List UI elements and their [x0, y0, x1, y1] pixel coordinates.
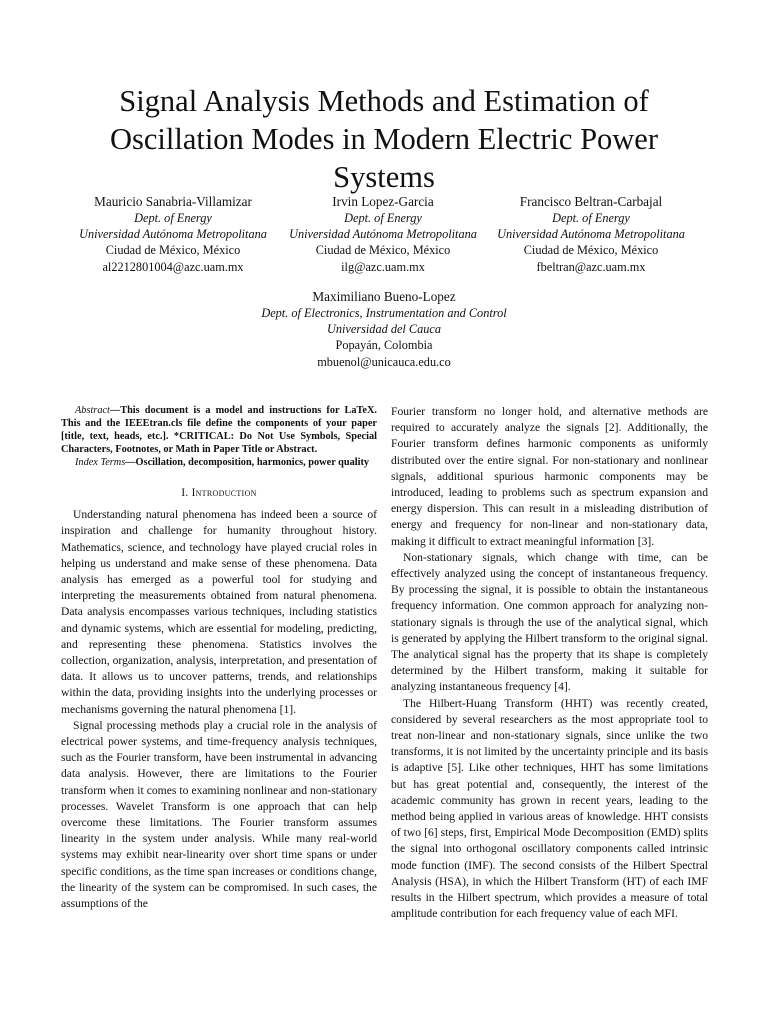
- author-block-1: [68, 193, 278, 275]
- author-dept: Dept. of Electronics, Instrumentation and Control: [261, 306, 507, 320]
- paper-title: Signal Analysis Methods and Estimation of Oscillation Modes in Modern Electric Power Systems: [109, 84, 659, 195]
- author-city: Ciudad de México, México: [315, 243, 451, 258]
- body-paragraph: Signal processing methods play a crucial role in the analysis of electrical power systems, and time-frequency analysis techniques, such as the Fourier transform, have been instrumental in advancing data analysis. However, there are limitations to the Fourier transform when it comes to examining nonlinear and non-stationary processes. Wavelet Transform is one approach that can help overcome these limitations. The Fourier transform assumes linearity in the system under analysis. While many real-world systems may exhibit near-linearity over short time spans or under specific conditions, as the time span increases or conditions change, the linearity of the system can be compromised. In such cases, the assumptions of the: [61, 718, 377, 911]
- author-university: Universidad Autónoma Metropolitana: [497, 227, 685, 242]
- author-email: mbuenol@unicauca.edu.co: [317, 354, 451, 369]
- index-terms: [61, 456, 377, 469]
- author-university: Universidad Autónoma Metropolitana: [289, 227, 477, 242]
- author-email: ilg@azc.uam.mx: [341, 259, 425, 274]
- section-number: I.: [181, 487, 189, 499]
- author-dept: Dept. of Energy: [552, 211, 630, 225]
- abstract-lead: Abstract: [75, 405, 110, 416]
- author-block-3: [488, 193, 694, 275]
- section-heading-introduction: [61, 485, 377, 501]
- section-title: Introduction: [191, 487, 257, 499]
- abstract-text: —This document is a model and instructions for LaTeX. This and the IEEEtran.cls file define the components of your paper [title, text, heads, etc.]. *CRITICAL: Do Not Use Symbols, Special Characters, Footnotes, or Math in Paper Title or Abstract.: [61, 405, 377, 455]
- author-dept: Dept. of Energy: [344, 211, 422, 225]
- index-terms-lead: Index Terms: [75, 457, 126, 468]
- index-terms-text: —Oscillation, decomposition, harmonics, power quality: [125, 457, 370, 468]
- body-paragraph: Non-stationary signals, which change with time, can be effectively analyzed using the concept of instantaneous frequency. By processing the signal, it is possible to obtain the instantaneous frequency information. One common approach for analyzing non-stationary signals is through the use of the analytical signal, which is generated by applying the Hilbert transform to the original signal. The analytical signal has the property that its shape is completely determined by the Hilbert transform, making it suitable for analyzing instantaneous frequency [4].: [391, 550, 708, 694]
- author-email: fbeltran@azc.uam.mx: [536, 259, 646, 274]
- author-city: Popayán, Colombia: [335, 338, 433, 353]
- author-name: Maximiliano Bueno-Lopez: [312, 289, 456, 304]
- author-dept: Dept. of Energy: [134, 211, 212, 225]
- left-column: [61, 404, 377, 912]
- author-university: Universidad Autónoma Metropolitana: [79, 227, 267, 242]
- author-email: al2212801004@azc.uam.mx: [102, 259, 244, 274]
- author-city: Ciudad de México, México: [523, 243, 659, 258]
- author-block-2: [283, 193, 483, 275]
- abstract: [61, 404, 377, 456]
- author-city: Ciudad de México, México: [105, 243, 241, 258]
- body-paragraph: Understanding natural phenomena has indeed been a source of inspiration and challenge for humanity throughout history. Mathematics, science, and technology have played crucial roles in helping us understand and make sense of these phenomena. Data analysis has emerged as a powerful tool for studying and interpreting the measurements obtained from natural phenomena. Data analysis encompasses various techniques, including statistics and dynamic systems, which are essential for modeling, predicting, and representing these phenomena. Statistics involves the collection, organization, analysis, interpretation, and presentation of data. It allows us to uncover patterns, trends, and relationships within the data, providing insights into the underlying processes or mechanisms governing the natural phenomena [1].: [61, 508, 377, 716]
- body-paragraph: Fourier transform no longer hold, and alternative methods are required to accurately analyze the signals [2]. Additionally, the Fourier transform defines harmonic components as uniformly distributed over the entire signal. For non-stationary and nonlinear signals, additional spurious harmonic components may be introduced, leading to problems such as spectrum expansion and energy dispersion. This can result in a misleading distribution of energy and frequency for non-linear and non-stationary data, making it difficult to extract meaningful information [3].: [391, 405, 708, 548]
- author-name: Mauricio Sanabria-Villamizar: [94, 194, 252, 209]
- author-name: Irvin Lopez-Garcia: [332, 194, 434, 209]
- author-name: Francisco Beltran-Carbajal: [519, 194, 663, 209]
- body-paragraph: The Hilbert-Huang Transform (HHT) was recently created, considered by several researchers as the most appropriate tool to treat non-linear and non-stationary signals, since unlike the two transforms, it is not limited by the uncertainty principle and its basis is adaptive [5]. Like other techniques, HHT has some limitations but has great potential and, consequently, the interest of the academic community has grown in recent years, leading to the method being applied in various areas of knowledge. HHT consists of two [6] steps, first, Empirical Mode Decomposition (EMD) splits the signal into orthogonal oscillatory components called intrinsic mode function (IMF). The second consists of the Hilbert Spectral Analysis (HSA), in which the Hilbert Transform (HT) of each IMF results in the Hilbert spectrum, which provides a measure of total amplitude contribution for each frequency value of each MFI.: [391, 696, 708, 921]
- author-university: Universidad del Cauca: [326, 322, 442, 337]
- right-column: [391, 404, 708, 923]
- author-block-4: [230, 288, 538, 370]
